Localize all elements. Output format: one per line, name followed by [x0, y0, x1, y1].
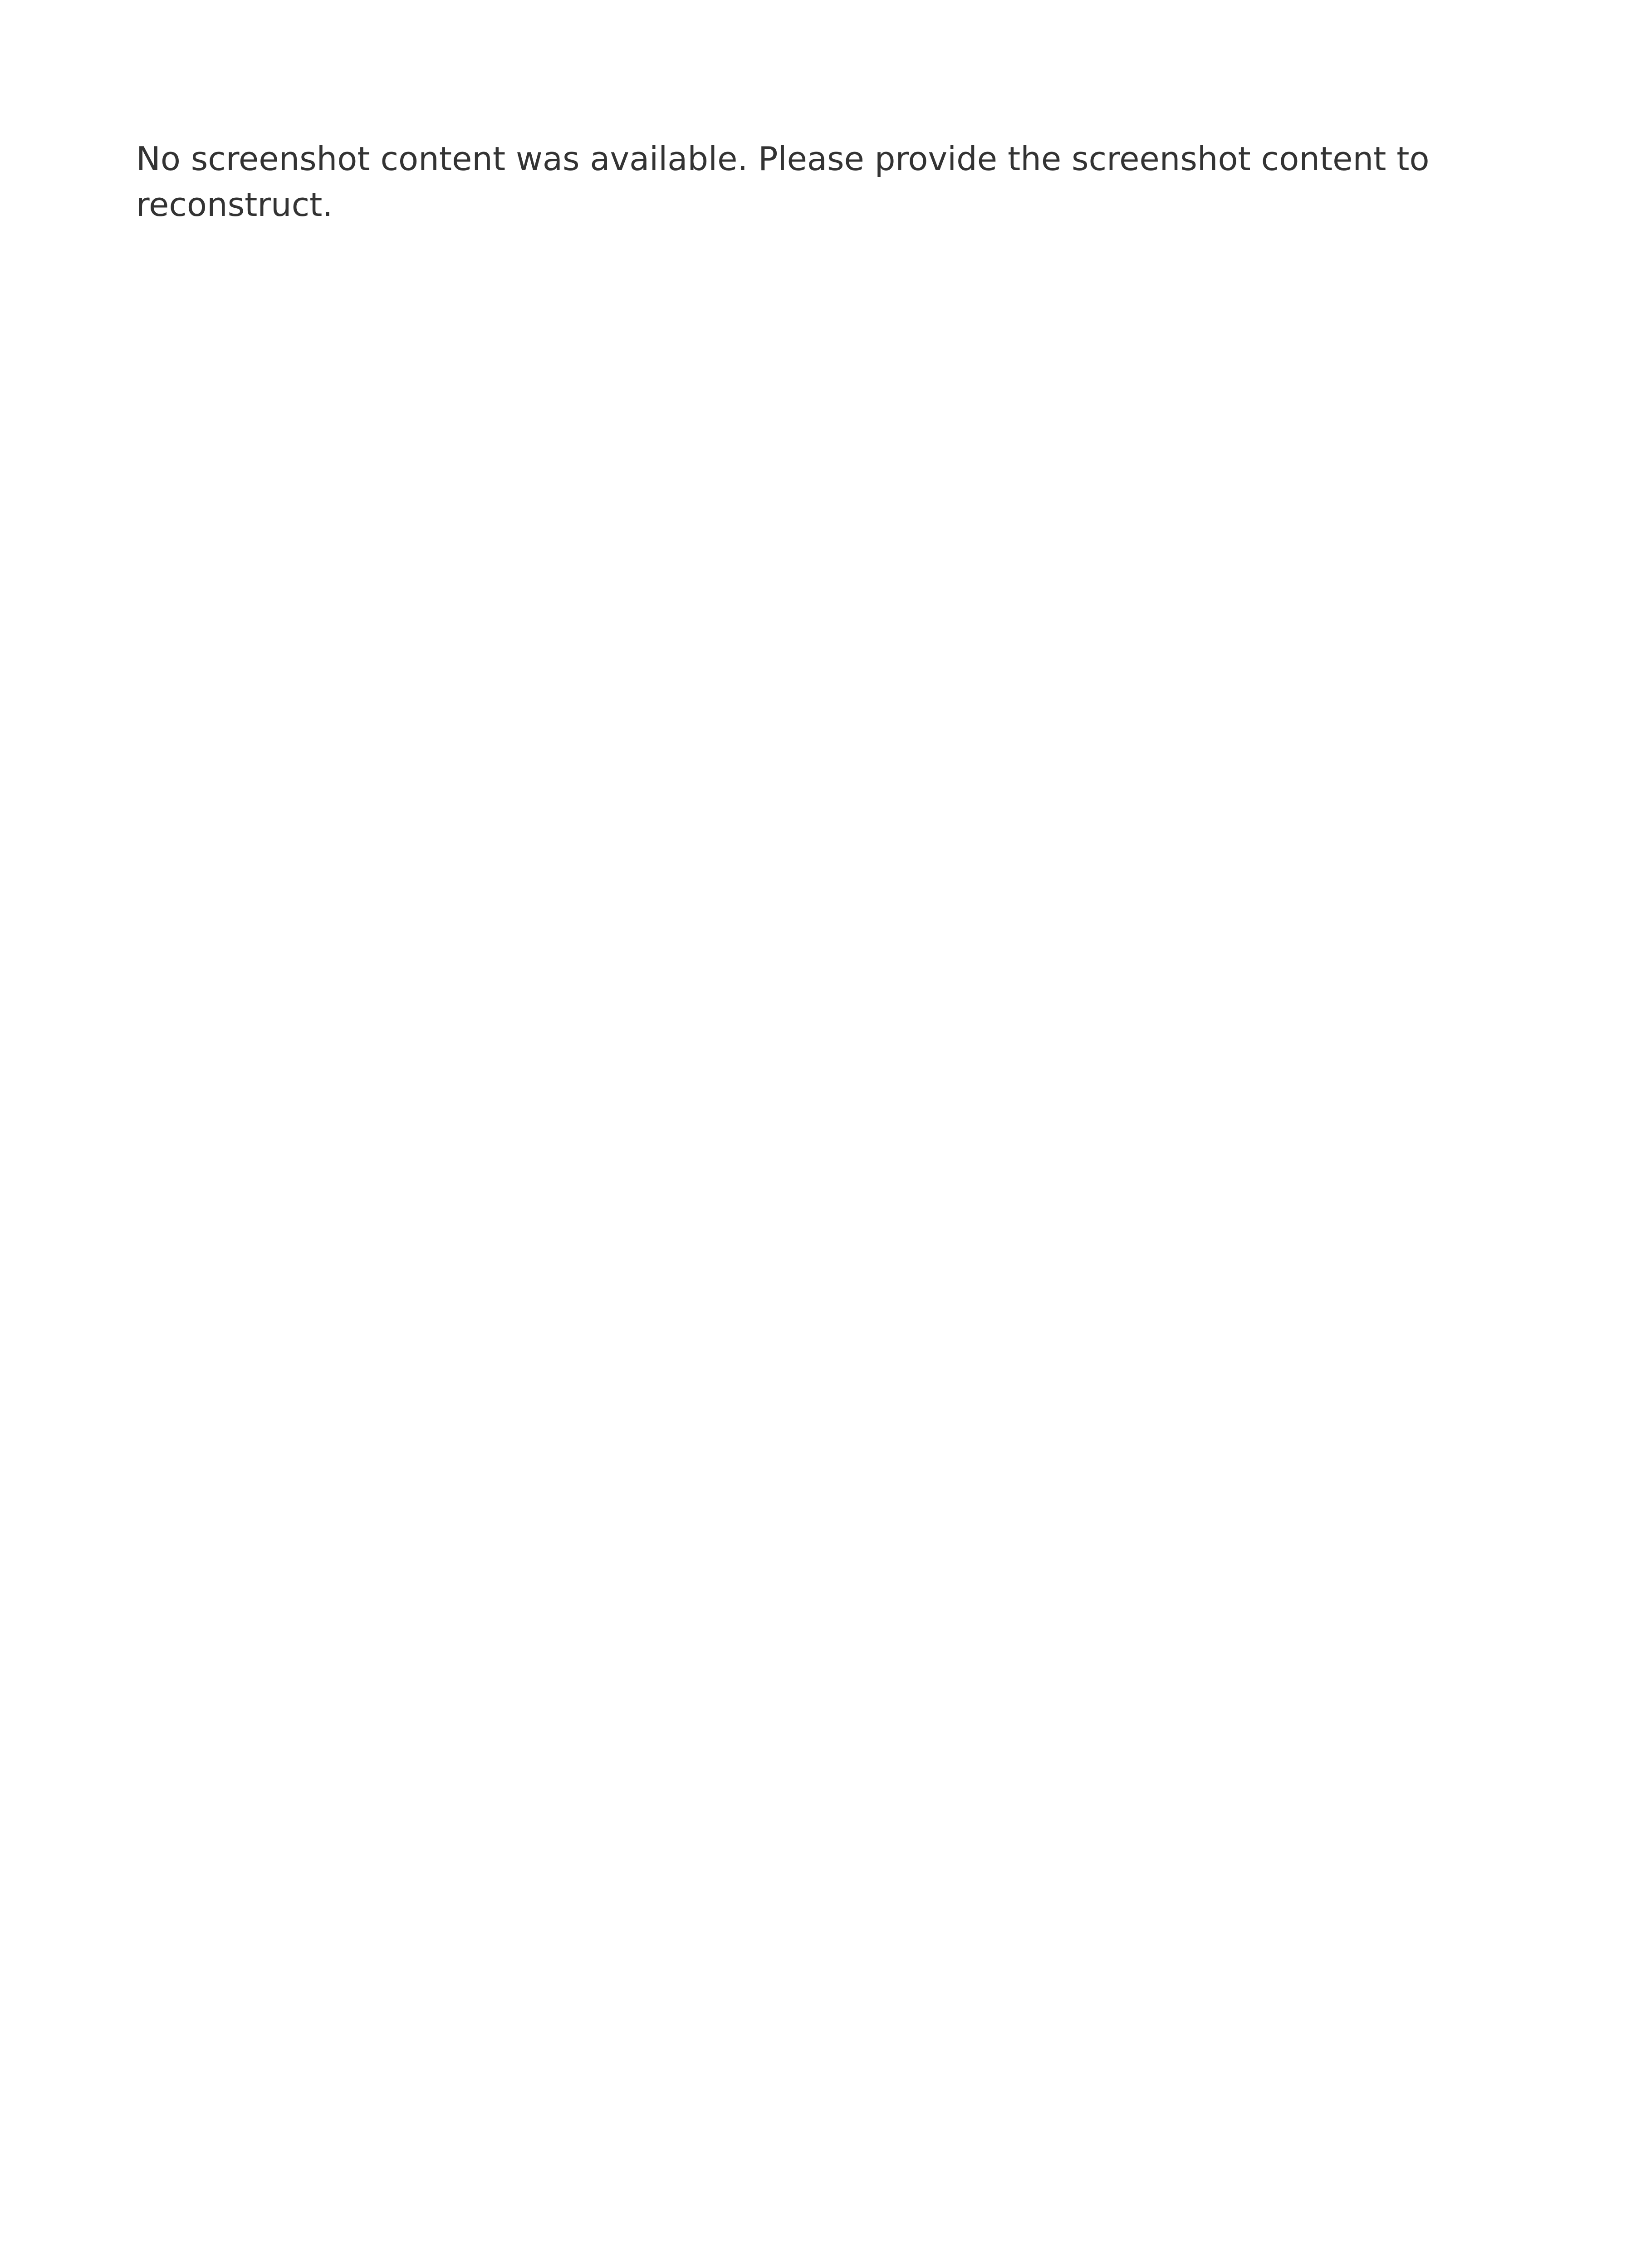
placeholder-message: No screenshot content was available. Please provide the screenshot content to reconstruct. [136, 140, 1430, 224]
